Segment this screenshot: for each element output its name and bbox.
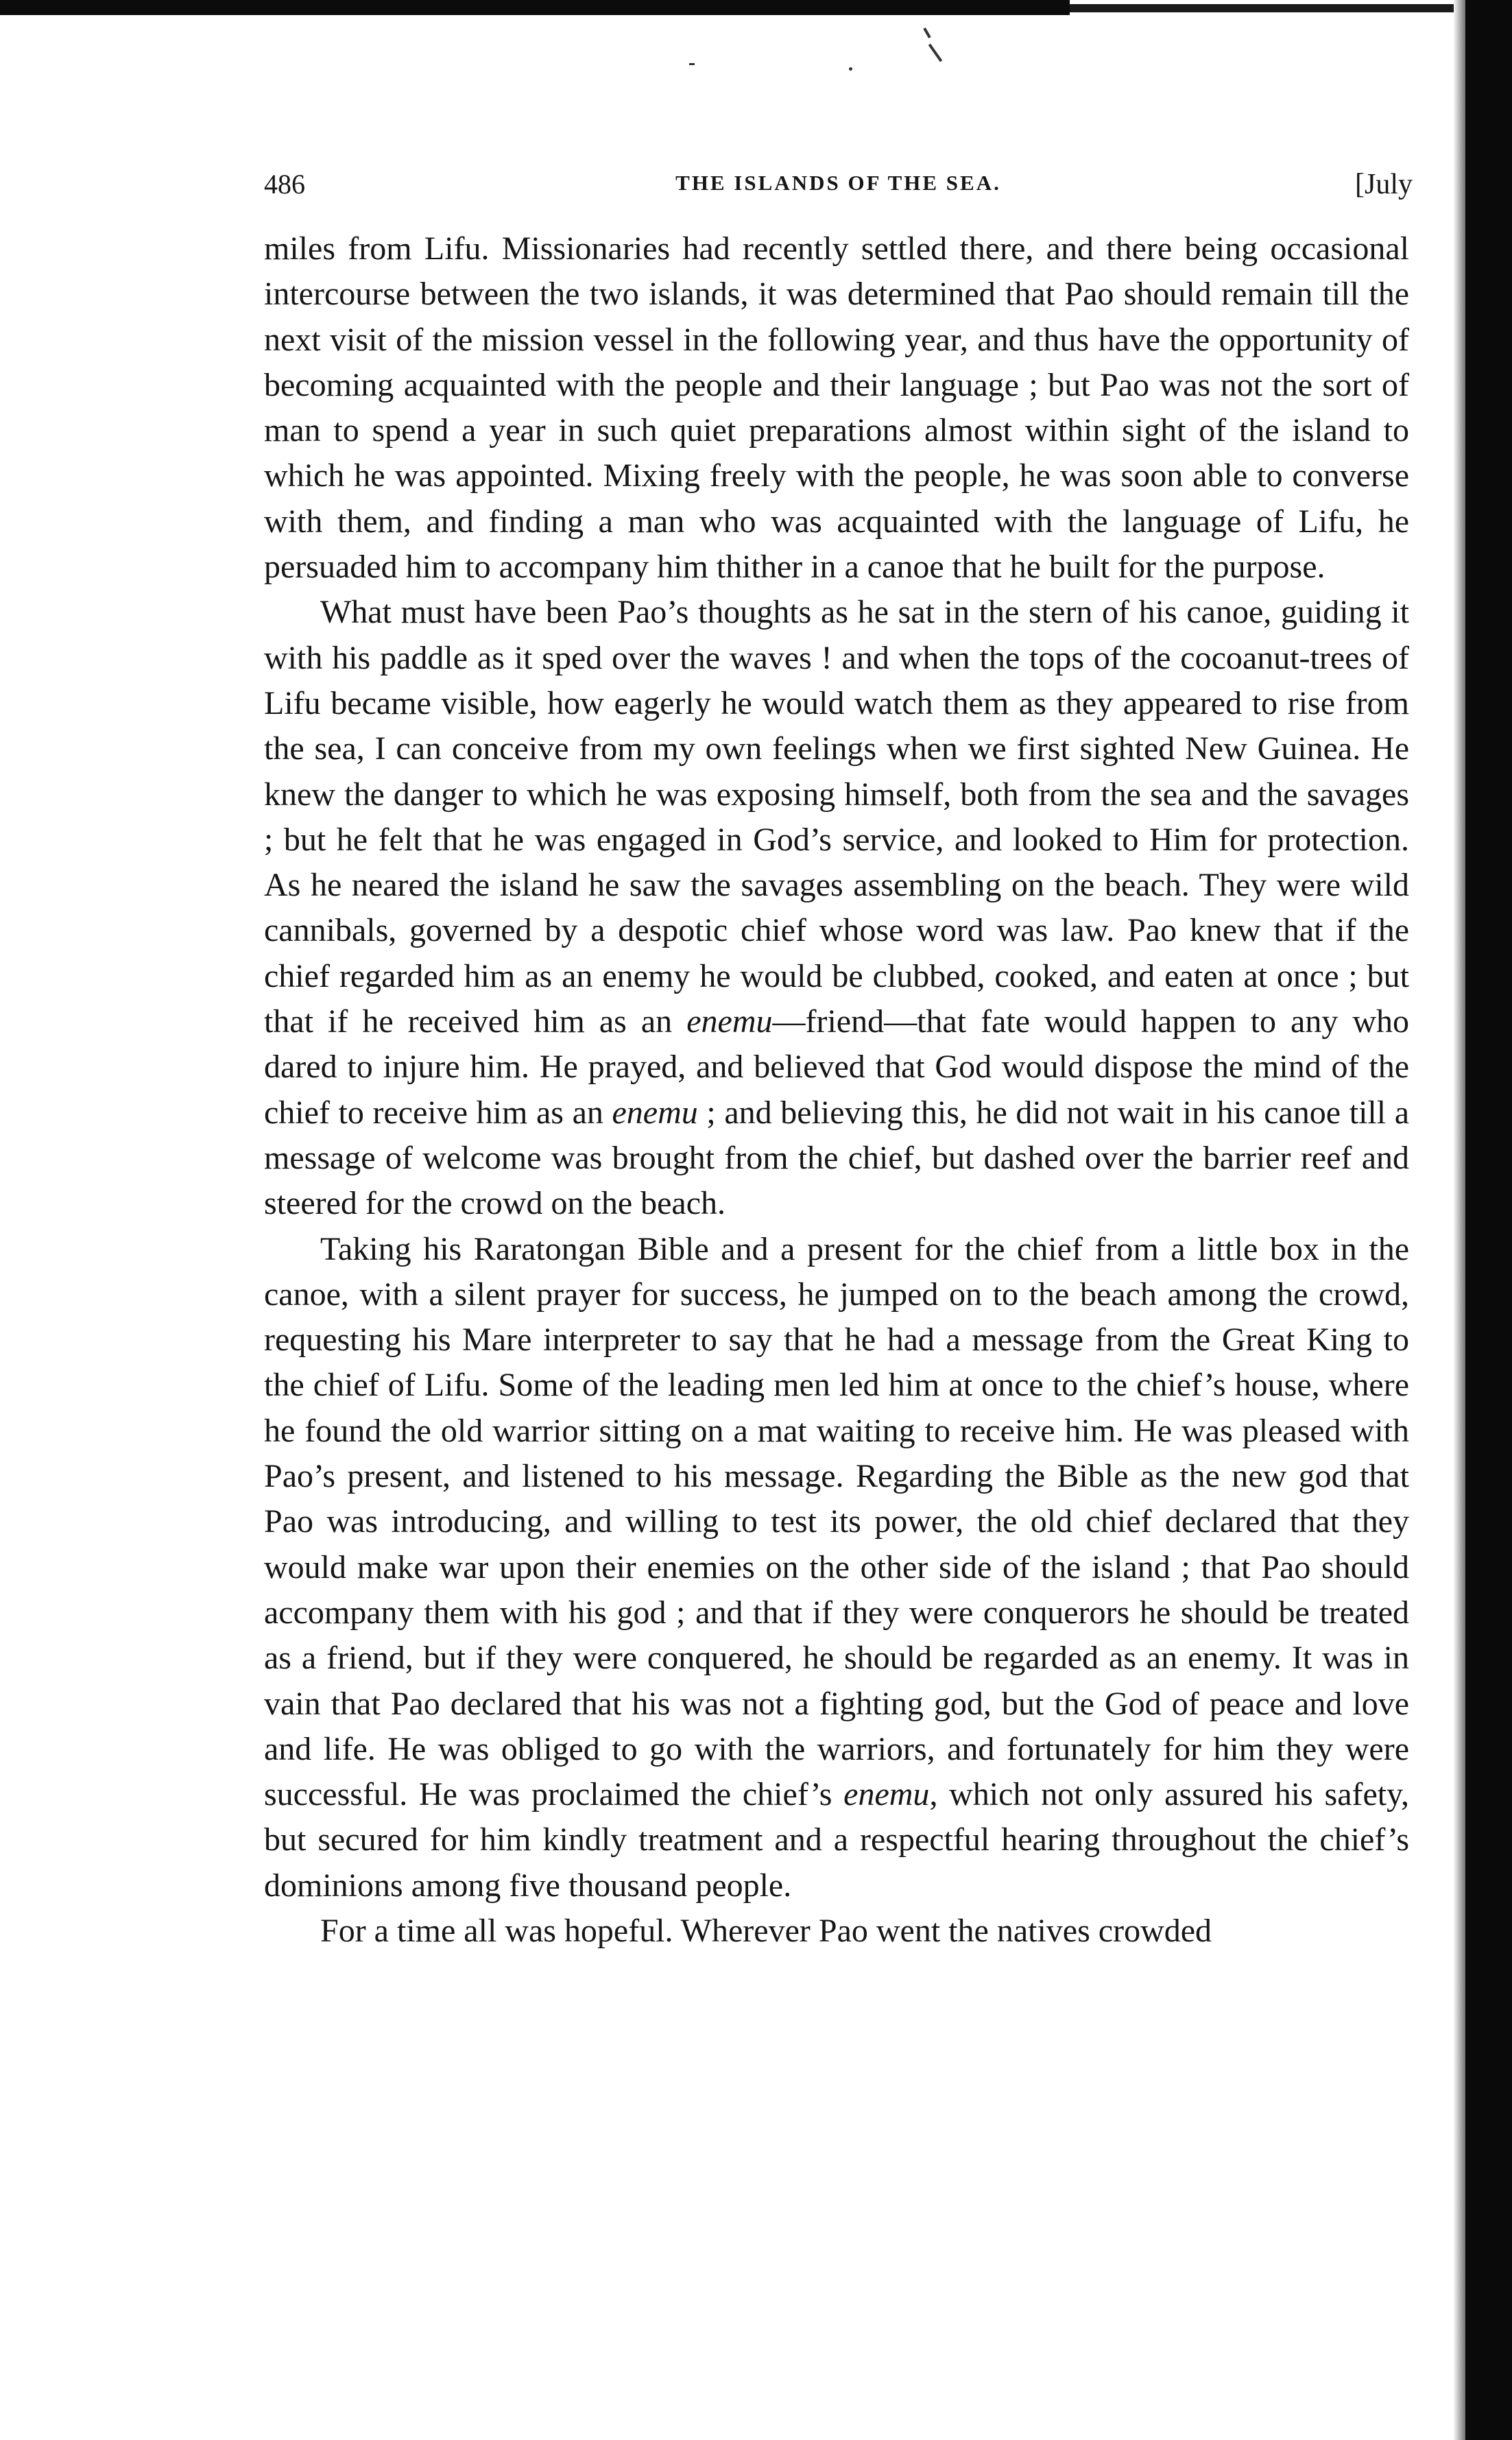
italic-term: enemu bbox=[843, 1776, 930, 1813]
scan-border-right bbox=[1465, 0, 1512, 2440]
text-run: ; and believing this, he did not wait in his canoe till a message of welcome was brought from the chief, but dashed over the barrier reef and steered for the crowd on the beach. bbox=[264, 1094, 1410, 1222]
paragraph bbox=[264, 1227, 1409, 1909]
paragraph bbox=[264, 590, 1409, 1226]
scan-speck bbox=[849, 67, 852, 71]
italic-term: enemu bbox=[612, 1094, 698, 1131]
scan-shadow-right bbox=[1453, 0, 1465, 2440]
text-run: For a time all was hopeful. Wherever Pao went the natives crowded bbox=[320, 1912, 1212, 1949]
paragraph bbox=[264, 226, 1409, 590]
text-run: What must have been Pao’s thoughts as he sat in the stern of his canoe, guiding it with his paddle as it sped over the waves ! and when the tops of the cocoanut-trees of Lifu became visible, how eagerly he would watch them as they appeared to rise from the sea, I can conceive from my own feelings when we first sighted New Guinea. He knew the danger to which he was exposing himself, both from the sea and the savages ; but he felt that he was engaged in God’s service, and looked to Him for protection. As he neared the island he saw the savages assembling on the beach. They were wild cannibals, governed by a despotic chief whose word was law. Pao knew that if the chief regarded him as an enemy he would be clubbed, cooked, and eaten at once ; but that if he received him as an bbox=[264, 594, 1409, 1040]
italic-term: enemu bbox=[686, 1003, 773, 1040]
scan-speck bbox=[928, 44, 942, 62]
page-number: 486 bbox=[264, 169, 305, 200]
running-head bbox=[264, 168, 1413, 209]
text-run: , which not only assured his safety, but secured for him kindly treatment and a respectful hearing throughout the chief’s dominions among five thousand people. bbox=[264, 1776, 1409, 1904]
scan-border-top-tail bbox=[1070, 4, 1454, 12]
text-run: miles from Lifu. Missionaries had recently settled there, and there being occasional intercourse between the two islands, it was determined that Pao should remain till the next visit of the mission vessel in the following year, and thus have the opportunity of becoming acquainted with the people and their language ; but Pao was not the sort of man to spend a year in such quiet preparations almost within sight of the island to which he was appointed. Mixing freely with the people, he was soon able to converse with them, and finding a man who was acquainted with the language of Lifu, he persuaded him to accompany him thither in a canoe that he built for the purpose. bbox=[264, 230, 1409, 586]
scan-speck bbox=[923, 27, 931, 38]
scan-border-top bbox=[0, 0, 1070, 15]
scan-speck bbox=[689, 63, 695, 65]
body-text bbox=[264, 226, 1409, 1954]
text-run: Taking his Raratongan Bible and a present for the chief from a little box in the canoe, with a silent prayer for success, he jumped on to the beach among the crowd, requesting his Mare interpreter to say that he had a message from the Great King to the chief of Lifu. Some of the leading men led him at once to the chief’s house, where he found the old warrior sitting on a mat waiting to receive him. He was pleased with Pao’s present, and listened to his message. Regarding the Bible as the new god that Pao was introducing, and willing to test its power, the old chief declared that they would make war upon their enemies on the other side of the island ; that Pao should accompany them with his god ; and that if they were conquerors he should be treated as a friend, but if they were conquered, he should be regarded as an enemy. It was in vain that Pao declared that his was not a fighting god, but the God of peace and love and life. He was obliged to go with the warriors, and fortunately for him they were successful. He was proclaimed the chief’s bbox=[264, 1230, 1409, 1813]
paragraph bbox=[264, 1909, 1409, 1954]
running-date: [July bbox=[1355, 169, 1413, 200]
text-run: —friend—that fate would happen to any who dared to injure him. He prayed, and believed that God would dispose the mind of the chief to receive him as an bbox=[264, 1003, 1409, 1131]
running-title: THE ISLANDS OF THE SEA. bbox=[675, 171, 1001, 195]
